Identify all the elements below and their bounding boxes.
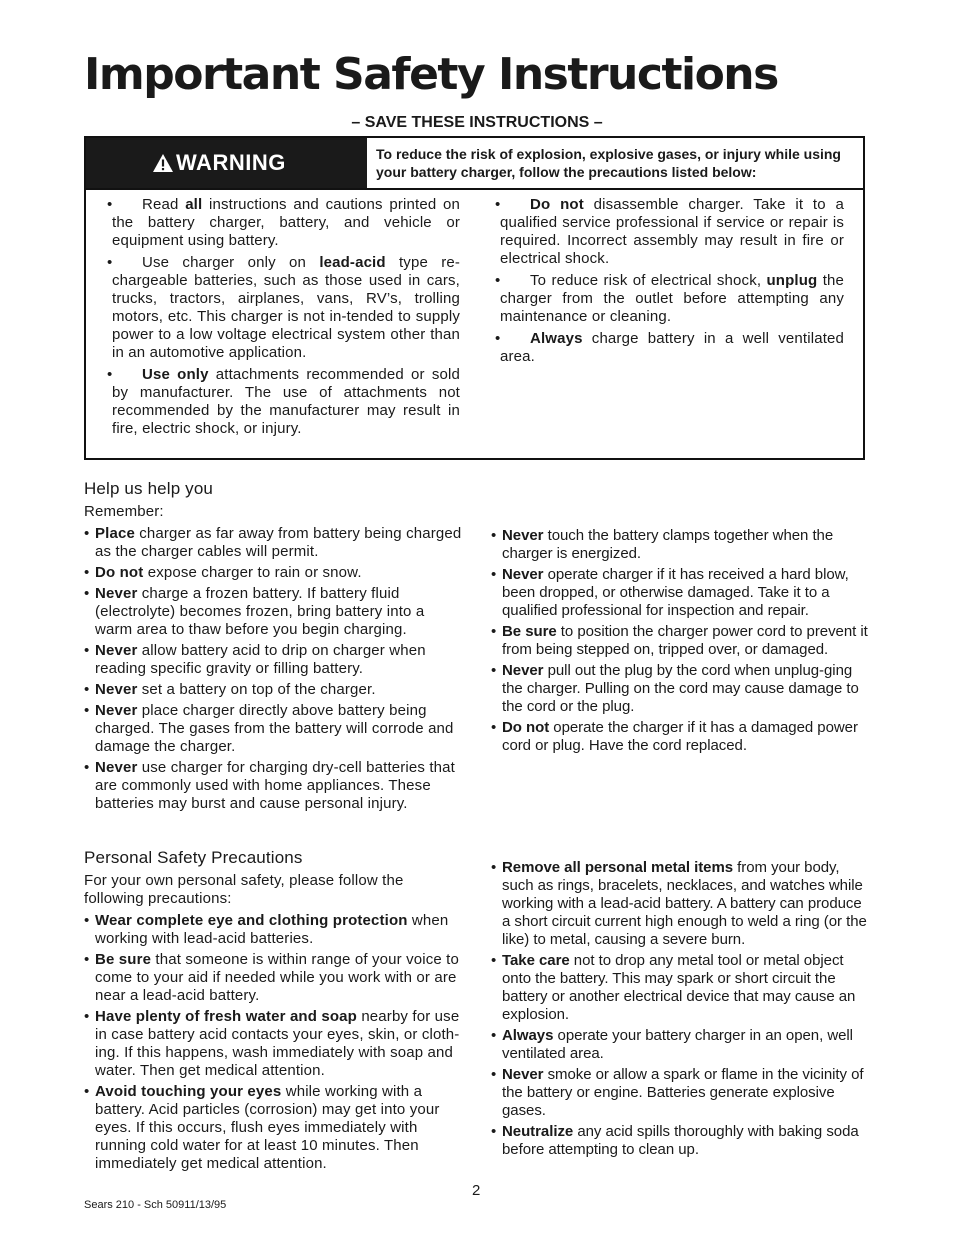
bullet: • — [84, 951, 90, 968]
item-text: To reduce risk of electrical shock, — [530, 272, 767, 289]
list-item — [491, 662, 871, 716]
list-item-text — [502, 566, 849, 619]
item-text: instructions and cautions printed on the battery charger, battery, and vehicle or equipment using battery. — [112, 196, 461, 249]
item-text: any acid spills thoroughly with baking soda before attempting to clean up. — [502, 1123, 859, 1158]
list-item-text — [500, 272, 844, 325]
item-text: place charger directly above battery being charged. The gases from the battery will corrode and damage the charger. — [95, 702, 454, 755]
list-item-text — [95, 912, 448, 947]
help-section — [84, 479, 464, 816]
item-emphasis: Place — [95, 525, 135, 542]
item-text: to position the charger power cord to prevent it from being stepped on, tripped over, or damaged. — [502, 623, 868, 658]
bullet: • — [491, 1123, 497, 1140]
list-item-text — [500, 196, 844, 267]
item-emphasis: Avoid touching your eyes — [95, 1083, 282, 1100]
item-text: nearby for use in case battery acid contacts your eyes, skin, or cloth-ing. If this happens, wash immediately with soap and water. Then get medical attention. — [95, 1008, 460, 1079]
list-item-text — [95, 642, 426, 677]
item-text: operate charger if it has received a hard blow, been dropped, or otherwise damaged. Take it to a qualified professional for inspection and repair. — [502, 566, 849, 619]
bullet: • — [84, 702, 90, 719]
bullet: • — [491, 719, 497, 736]
list-item — [84, 1083, 464, 1173]
list-item — [488, 196, 844, 268]
list-item — [84, 681, 464, 699]
list-item-text — [112, 196, 460, 249]
bullet: • — [495, 272, 501, 289]
item-emphasis: Do not — [502, 719, 550, 736]
personal-right-list — [491, 859, 871, 1162]
item-emphasis: Never — [95, 759, 138, 776]
bullet: • — [84, 564, 90, 581]
item-emphasis: Never — [502, 1066, 544, 1083]
list-item-text — [502, 527, 833, 562]
list-item-text — [95, 759, 455, 812]
item-emphasis: Always — [530, 330, 583, 347]
list-item-text — [502, 1066, 864, 1119]
item-text: while working with a battery. Acid particles (corrosion) may get into your eyes. If this occurs, flush eyes immediately with running cold water for at least 10 minutes. Then immediately get medical attention. — [95, 1083, 440, 1172]
item-emphasis: Be sure — [95, 951, 152, 968]
item-emphasis: Never — [95, 585, 138, 602]
item-text: charge a frozen battery. If battery fluid (electrolyte) becomes frozen, bring battery into a warm area to thaw before you begin charging. — [95, 585, 425, 638]
item-text: charger as far away from battery being charged as the charger cables will permit. — [95, 525, 462, 560]
list-item-text — [95, 525, 461, 560]
list-item-text — [95, 702, 454, 755]
item-emphasis: Never — [95, 681, 138, 698]
list-item — [84, 585, 464, 639]
bullet: • — [491, 859, 497, 876]
warning-box — [84, 136, 865, 460]
warning-label: WARNING — [176, 150, 286, 175]
item-text: type re-chargeable batteries, such as those used in cars, trucks, tractors, airplanes, vans, RV’s, trolling motors, etc. This charger is not in-tended to supply power to a low voltage electrical system other than in an automotive application. — [112, 254, 461, 361]
bullet: • — [84, 1008, 90, 1025]
item-emphasis: Never — [502, 566, 544, 583]
list-item — [84, 759, 464, 813]
help-intro: Remember: — [84, 503, 164, 520]
personal-left-list — [84, 912, 464, 1173]
item-emphasis: Have plenty of fresh water and soap — [95, 1008, 357, 1025]
list-item-text — [95, 585, 424, 638]
item-text: attachments recommended or sold by manufacturer. The use of attachments not recommended by the manufacturer may result in fire, electric shock, or injury. — [112, 366, 460, 437]
item-text: smoke or allow a spark or flame in the vicinity of the battery or engine. Batteries generate explosive gases. — [502, 1066, 864, 1119]
list-item — [84, 525, 464, 561]
item-emphasis: lead-acid — [319, 254, 386, 271]
item-emphasis: Do not — [95, 564, 144, 581]
bullet: • — [495, 196, 501, 213]
footer-code: Sears 210 - Sch 50911/13/95 — [84, 1199, 227, 1211]
item-emphasis: Never — [502, 527, 544, 544]
personal-heading: Personal Safety Precautions — [84, 848, 303, 867]
item-emphasis: Never — [502, 662, 544, 679]
list-item-text — [95, 564, 362, 581]
list-item — [84, 642, 464, 678]
warning-header — [86, 138, 367, 188]
warning-note: To reduce the risk of explosion, explosive gases, or injury while using your battery charger, follow the precautions listed below: — [376, 146, 841, 180]
bullet: • — [84, 1083, 90, 1100]
list-item — [84, 951, 464, 1005]
list-item — [100, 196, 460, 250]
item-emphasis: Do not — [530, 196, 584, 213]
item-emphasis: Wear complete eye and clothing protection — [95, 912, 408, 929]
bullet: • — [491, 1027, 497, 1044]
bullet: • — [491, 662, 497, 679]
page-number: 2 — [472, 1182, 481, 1199]
divider — [86, 188, 863, 190]
help-heading: Help us help you — [84, 479, 214, 498]
bullet: • — [107, 254, 113, 271]
item-text: the charger from the outlet before attempting any maintenance or cleaning. — [500, 272, 844, 325]
item-text: Use charger only on — [142, 254, 320, 271]
item-text: that someone is within range of your voice to come to your aid if needed while you work with or are near a lead-acid battery. — [95, 951, 459, 1004]
list-item-text — [95, 951, 459, 1004]
bullet: • — [491, 1066, 497, 1083]
item-text: allow battery acid to drip on charger when reading specific gravity or filling battery. — [95, 642, 426, 677]
list-item — [100, 366, 460, 438]
list-item-text — [95, 1083, 439, 1172]
item-emphasis: all — [185, 196, 203, 213]
bullet: • — [84, 912, 90, 929]
warning-right-column — [488, 196, 844, 370]
bullet: • — [107, 196, 113, 213]
help-right-list — [491, 527, 871, 758]
list-item — [491, 1066, 871, 1120]
list-item — [84, 1008, 464, 1080]
bullet: • — [84, 759, 90, 776]
item-text: use charger for charging dry-cell batteries that are commonly used with home appliances. These batteries may burst and cause personal injury. — [95, 759, 455, 812]
list-item-text — [502, 1027, 853, 1062]
item-emphasis: Never — [95, 702, 138, 719]
item-emphasis: Be sure — [502, 623, 557, 640]
list-item — [491, 1027, 871, 1063]
item-emphasis: Remove all personal metal items — [502, 859, 734, 876]
item-text: not to drop any metal tool or metal object onto the battery. This may spark or short circuit the battery or another electrical device that may cause an explosion. — [502, 952, 856, 1023]
list-item-text — [502, 1123, 859, 1158]
warning-triangle-icon — [152, 153, 174, 173]
page-title: Important Safety Instructions — [84, 49, 778, 100]
list-item — [488, 272, 844, 326]
list-item-text — [500, 330, 844, 365]
item-text: set a battery on top of the charger. — [137, 681, 376, 698]
item-text: disassemble charger. Take it to a qualified service professional if service or repair is required. Incorrect assembly may result in fire or electrical shock. — [500, 196, 844, 267]
item-text: Read — [142, 196, 186, 213]
list-item-text — [502, 623, 868, 658]
item-text: expose charger to rain or snow. — [143, 564, 362, 581]
list-item — [491, 1123, 871, 1159]
bullet: • — [107, 366, 113, 383]
list-item — [491, 566, 871, 620]
help-left-list — [84, 525, 464, 813]
item-emphasis: Take care — [502, 952, 570, 969]
item-text: when working with lead-acid batteries. — [95, 912, 449, 947]
list-item-text — [95, 1008, 459, 1079]
list-item-text — [502, 952, 855, 1023]
list-item — [84, 564, 464, 582]
list-item-text — [112, 254, 460, 361]
bullet: • — [84, 681, 90, 698]
bullet: • — [84, 642, 90, 659]
item-emphasis: Always — [502, 1027, 554, 1044]
list-item — [491, 719, 871, 755]
bullet: • — [491, 623, 497, 640]
list-item — [100, 254, 460, 362]
bullet: • — [491, 952, 497, 969]
bullet: • — [495, 330, 501, 347]
list-item-text — [112, 366, 460, 437]
list-item-text — [502, 662, 859, 715]
item-text: operate your battery charger in an open, well ventilated area. — [502, 1027, 853, 1062]
warning-left-column — [100, 196, 460, 442]
item-text: touch the battery clamps together when the charger is energized. — [502, 527, 834, 562]
list-item-text — [502, 719, 858, 754]
item-emphasis: Neutralize — [502, 1123, 574, 1140]
item-emphasis: Never — [95, 642, 138, 659]
list-item — [84, 912, 464, 948]
bullet: • — [491, 566, 497, 583]
bullet: • — [84, 525, 90, 542]
bullet: • — [491, 527, 497, 544]
list-item — [488, 330, 844, 366]
item-text: operate the charger if it has a damaged power cord or plug. Have the cord replaced. — [502, 719, 858, 754]
item-text: pull out the plug by the cord when unplug-ging the charger. Pulling on the cord may cause damage to the cord or the plug. — [502, 662, 859, 715]
personal-intro: For your own personal safety, please follow the following precautions: — [84, 872, 404, 907]
list-item — [491, 623, 871, 659]
item-text: from your body, such as rings, bracelets, necklaces, and watches while working with a lead-acid battery. A battery can produce a short circuit current high enough to weld a ring (or the like) to metal, causing a severe burn. — [502, 859, 867, 948]
list-item — [491, 859, 871, 949]
personal-section — [84, 848, 464, 1176]
item-emphasis: Use only — [142, 366, 209, 383]
bullet: • — [84, 585, 90, 602]
list-item — [84, 702, 464, 756]
item-emphasis: unplug — [766, 272, 818, 289]
item-text: charge battery in a well ventilated area. — [500, 330, 844, 365]
list-item-text — [502, 859, 867, 948]
save-instructions-subtitle: – SAVE THESE INSTRUCTIONS – — [351, 114, 603, 131]
list-item — [491, 527, 871, 563]
list-item-text — [95, 681, 376, 698]
list-item — [491, 952, 871, 1024]
